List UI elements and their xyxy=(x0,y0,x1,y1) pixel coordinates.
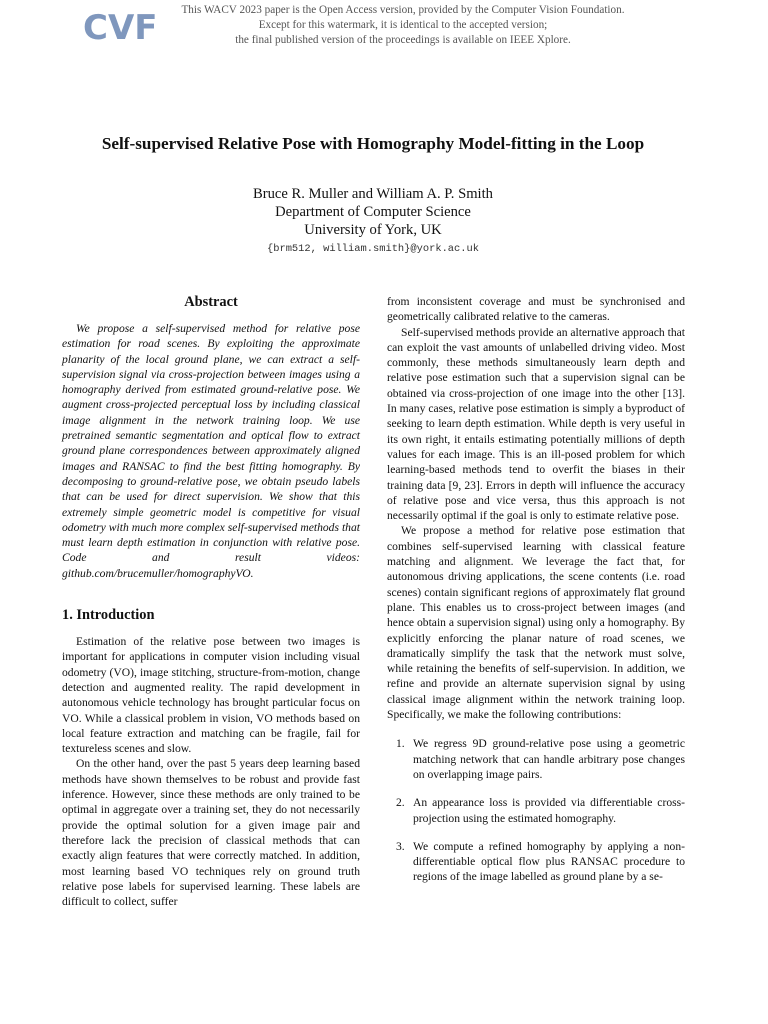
author-department: Department of Computer Science xyxy=(275,204,471,220)
contributions-list xyxy=(387,736,685,884)
intro-paragraph-4: We propose a method for relative pose estimation that combines self-supervised learning with classical feature matching and alignment. We leverage the fact that, for autonomous driving applications, the scene contents (i.e. road scenes) contain significant regions of approximately flat ground plane. This enables us to cross-project between images (and hence obtain a supervision signal) using only a homography. By explicitly enforcing the planar nature of road scenes, we dramatically simplify the task that the network must solve, while retaining the benefits of self-supervision. In addition, we refine and provide an alternate supervision signal by using classical image alignment within the network training loop. Specifically, we make the following contributions: xyxy=(387,524,685,722)
introduction-heading: 1. Introduction xyxy=(62,607,155,624)
cvf-logo xyxy=(82,5,158,48)
watermark-line-2: Except for this watermark, it is identical to the accepted version; xyxy=(258,19,548,31)
list-item-number: 1. xyxy=(396,737,405,751)
list-item-text: An appearance loss is provided via differentiable cross-projection using the estimated homography. xyxy=(413,796,685,825)
intro-paragraph-2: On the other hand, over the past 5 years deep learning based methods have shown themselves to be robust and provide fast inference. However, since these methods are only trained to be optimal in aggregate over a training set, they do not necessarily provide the optimal solution for a given image pair and therefore lack the precision of classical methods that can exactly align features that were correctly matched. In addition, most learning based VO techniques rely on ground truth relative pose labels for supervised learning. These labels are difficult to collect, suffer xyxy=(62,757,360,909)
list-item xyxy=(387,736,685,782)
watermark-line-3: the final published version of the proceedings is available on IEEE Xplore. xyxy=(235,34,571,46)
list-item xyxy=(387,795,685,826)
intro-paragraph-3: Self-supervised methods provide an alternative approach that can exploit the vast amounts of unlabelled driving video. Most commonly, these methods simultaneously learn depth and relative pose estimation such that a supervision signal can be obtained via cross-projection of one image into the other [13]. In many cases, relative pose estimation is simply a byproduct of seeking to learn depth estimation. While depth is very useful in its own right, it entails estimating potentially millions of depth values for each image. This is an ill-posed problem for which learning-based methods tend to overfit the biases in their training data [9, 23]. Errors in depth will influence the accuracy of relative pose and vice versa, thus this approach is not necessarily optimal if the goal is only to estimate relative pose. xyxy=(387,325,685,523)
list-item-number: 2. xyxy=(396,796,405,810)
author-names: Bruce R. Muller and William A. P. Smith xyxy=(253,186,493,202)
intro-paragraph-1: Estimation of the relative pose between two images is important for applications in computer vision including visual odometry (VO), image stitching, structure-from-motion, change detection and augmented reality. The rapid development in autonomous vehicle technology has brought particular focus on VO. While a classical problem in vision, VO methods based on local feature extraction and matching can be fragile, fail for textureless scenes and slow. xyxy=(62,635,360,756)
abstract-heading: Abstract xyxy=(184,294,238,310)
abstract-text: We propose a self-supervised method for relative pose estimation for road scenes. By exploiting the approximate planarity of the local ground plane, we can extract a self-supervision signal via cross-projection between images using a homography derived from estimated ground-relative pose. We augment cross-projected perceptual loss by including classical image alignment in the network training loop. We use pretrained semantic segmentation and optical flow to extract ground plane correspondences between approximately aligned images and RANSAC to find the best fitting homography. By decomposing to ground-relative pose, we obtain pseudo labels that can be used for direct supervision. We show that this extremely simple geometric model is competitive for visual odometry with much more complex self-supervised methods that must learn depth estimation in conjunction with relative pose. Code and result videos: github.com/brucemuller/homographyVO. xyxy=(62,322,360,580)
intro-paragraph-2-continued: from inconsistent coverage and must be synchronised and geometrically calibrated relative to the cameras. xyxy=(387,295,685,324)
paper-title: Self-supervised Relative Pose with Homography Model-fitting in the Loop xyxy=(101,134,645,153)
cvf-logo-text: CVF xyxy=(83,8,158,48)
author-university: University of York, UK xyxy=(304,222,442,238)
watermark-line-1: This WACV 2023 paper is the Open Access version, provided by the Computer Vision Foundation. xyxy=(181,4,625,16)
right-column xyxy=(387,294,685,898)
watermark-header xyxy=(0,0,768,48)
list-item-text: We compute a refined homography by applying a non-differentiable optical flow plus RANSAC procedure to regions of the image labelled as ground plane by a se- xyxy=(413,839,685,884)
list-item-text: We regress 9D ground-relative pose using a geometric matching network that can handle arbitrary pose changes on overlapping image pairs. xyxy=(413,737,685,781)
list-item xyxy=(387,839,685,885)
left-column xyxy=(62,294,360,909)
list-item-number: 3. xyxy=(396,839,405,853)
author-email: {brm512, william.smith}@york.ac.uk xyxy=(266,243,479,255)
